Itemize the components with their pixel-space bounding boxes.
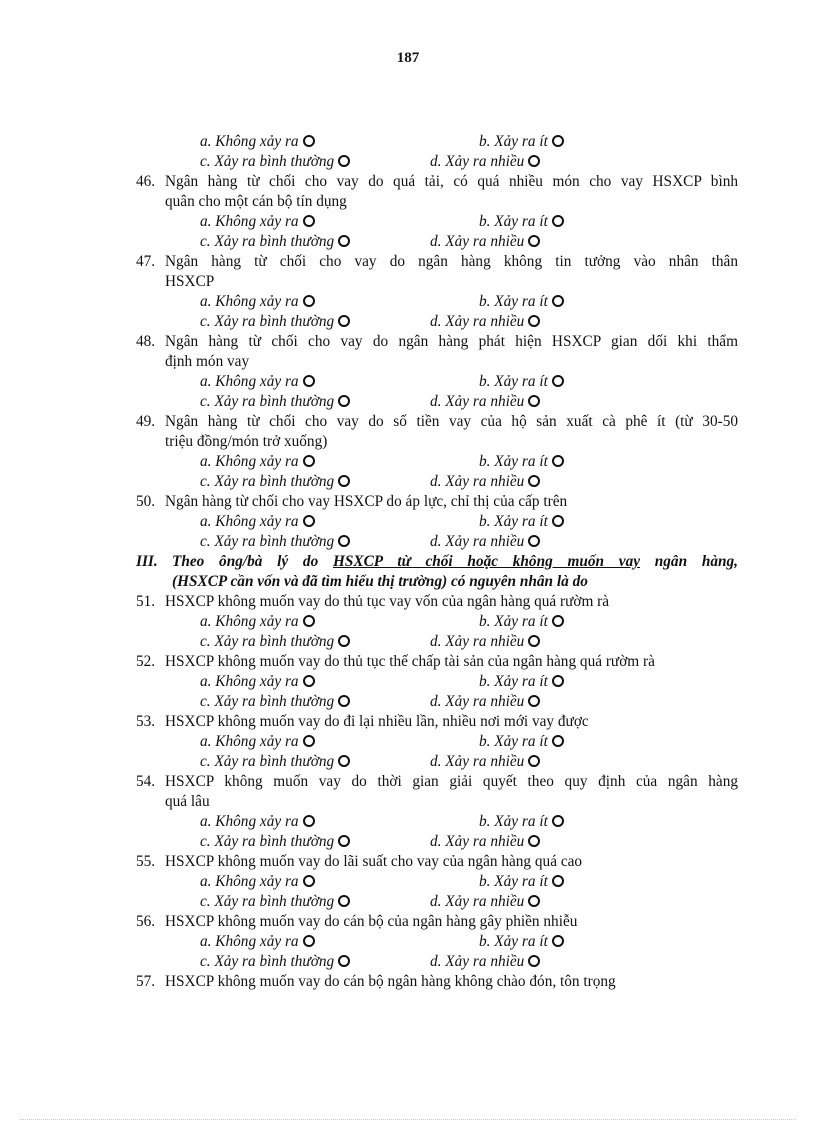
radio-circle-icon[interactable] (552, 135, 564, 147)
question-48 (136, 332, 738, 352)
option-row-cd (136, 232, 738, 252)
option-row-ab (136, 612, 738, 632)
option-d[interactable]: d. Xảy ra nhiều (430, 632, 540, 652)
option-c[interactable]: c. Xảy ra bình thường (200, 532, 350, 552)
option-c[interactable]: c. Xảy ra bình thường (200, 152, 350, 172)
question-52 (136, 652, 738, 672)
page-number: 187 (396, 50, 420, 66)
option-b[interactable]: b. Xảy ra ít (479, 672, 564, 692)
option-a[interactable]: a. Không xảy ra (200, 732, 315, 752)
radio-circle-icon[interactable] (528, 835, 540, 847)
radio-circle-icon[interactable] (338, 835, 350, 847)
question-55 (136, 852, 738, 872)
question-51 (136, 592, 738, 612)
radio-circle-icon[interactable] (528, 535, 540, 547)
option-b[interactable]: b. Xảy ra ít (479, 452, 564, 472)
option-b[interactable]: b. Xảy ra ít (479, 512, 564, 532)
radio-circle-icon[interactable] (303, 375, 315, 387)
option-row-cd (136, 952, 738, 972)
question-text: HSXCP không muốn vay do lãi suất cho vay của ngân hàng quá cao (165, 853, 583, 870)
option-row-cd (136, 692, 738, 712)
radio-circle-icon[interactable] (338, 475, 350, 487)
question-number: 54. (136, 773, 156, 790)
option-a[interactable]: a. Không xảy ra (200, 812, 315, 832)
question-53 (136, 712, 738, 732)
section-heading-iii-cont (136, 572, 738, 592)
option-c[interactable]: c. Xảy ra bình thường (200, 692, 350, 712)
option-b[interactable]: b. Xảy ra ít (479, 212, 564, 232)
radio-circle-icon[interactable] (303, 815, 315, 827)
option-a[interactable]: a. Không xảy ra (200, 132, 315, 152)
question-46 (136, 172, 738, 192)
question-number: 51. (136, 593, 156, 610)
option-d[interactable]: d. Xảy ra nhiều (430, 152, 540, 172)
radio-circle-icon[interactable] (303, 675, 315, 687)
option-row-ab (136, 212, 738, 232)
question-number: 49. (136, 413, 156, 430)
radio-circle-icon[interactable] (528, 755, 540, 767)
radio-circle-icon[interactable] (303, 455, 315, 467)
radio-circle-icon[interactable] (552, 215, 564, 227)
option-b[interactable]: b. Xảy ra ít (479, 292, 564, 312)
question-54 (136, 772, 738, 792)
question-50 (136, 492, 738, 512)
radio-circle-icon[interactable] (303, 875, 315, 887)
option-a[interactable]: a. Không xảy ra (200, 372, 315, 392)
question-text: HSXCP không muốn vay do đi lại nhiều lần, nhiều nơi mới vay được (165, 713, 589, 730)
question-54-cont (136, 792, 738, 812)
question-47 (136, 252, 738, 272)
question-number: 48. (136, 333, 156, 350)
option-b[interactable]: b. Xảy ra ít (479, 732, 564, 752)
question-number: 55. (136, 853, 156, 870)
option-row-cd (136, 752, 738, 772)
option-b[interactable]: b. Xảy ra ít (479, 812, 564, 832)
radio-circle-icon[interactable] (338, 235, 350, 247)
question-57 (136, 972, 738, 992)
radio-circle-icon[interactable] (552, 375, 564, 387)
question-text: Ngân hàng từ chối cho vay do số tiền vay của hộ sản xuất cà phê ít (từ 30-50 (165, 413, 738, 430)
radio-circle-icon[interactable] (552, 735, 564, 747)
radio-circle-icon[interactable] (528, 475, 540, 487)
radio-circle-icon[interactable] (338, 895, 350, 907)
option-c[interactable]: c. Xảy ra bình thường (200, 632, 350, 652)
option-row-ab (136, 872, 738, 892)
question-text: Ngân hàng từ chối cho vay do ngân hàng không tin tưởng vào nhân thân (165, 253, 738, 270)
option-a[interactable]: a. Không xảy ra (200, 212, 315, 232)
option-c[interactable]: c. Xảy ra bình thường (200, 232, 350, 252)
question-text: Ngân hàng từ chối cho vay do quá tải, có quá nhiều món cho vay HSXCP bình (165, 173, 738, 190)
question-text: HSXCP không muốn vay do cán bộ của ngân hàng gây phiền nhiễu (165, 913, 578, 930)
question-number: 57. (136, 973, 156, 990)
radio-circle-icon[interactable] (338, 955, 350, 967)
radio-circle-icon[interactable] (528, 955, 540, 967)
option-d[interactable]: d. Xảy ra nhiều (430, 892, 540, 912)
option-row-ab (136, 132, 738, 152)
radio-circle-icon[interactable] (303, 135, 315, 147)
option-c[interactable]: c. Xảy ra bình thường (200, 312, 350, 332)
option-a[interactable]: a. Không xảy ra (200, 672, 315, 692)
question-text: HSXCP không muốn vay do thời gian giải quyết theo quy định của ngân hàng (165, 773, 738, 790)
option-row-ab (136, 372, 738, 392)
radio-circle-icon[interactable] (303, 515, 315, 527)
radio-circle-icon[interactable] (338, 635, 350, 647)
option-d[interactable]: d. Xảy ra nhiều (430, 692, 540, 712)
option-row-cd (136, 312, 738, 332)
radio-circle-icon[interactable] (528, 635, 540, 647)
option-a[interactable]: a. Không xảy ra (200, 932, 315, 952)
option-c[interactable]: c. Xảy ra bình thường (200, 472, 350, 492)
question-text-cont: định món vay (165, 353, 250, 370)
radio-circle-icon[interactable] (528, 395, 540, 407)
question-text: Ngân hàng từ chối cho vay do ngân hàng phát hiện HSXCP gian dối khi thẩm (165, 333, 738, 350)
question-text-cont: quân cho một cán bộ tín dụng (165, 193, 347, 210)
question-56 (136, 912, 738, 932)
option-c[interactable]: c. Xảy ra bình thường (200, 752, 350, 772)
question-48-cont (136, 352, 738, 372)
question-text: HSXCP không muốn vay do thủ tục thế chấp tài sản của ngân hàng quá rườm rà (165, 653, 655, 670)
option-row-ab (136, 932, 738, 952)
section-title-cont: (HSXCP cần vốn và đã tìm hiểu thị trường) có nguyên nhân là do (172, 573, 588, 590)
option-b[interactable]: b. Xảy ra ít (479, 132, 564, 152)
option-d[interactable]: d. Xảy ra nhiều (430, 532, 540, 552)
question-text: HSXCP không muốn vay do cán bộ ngân hàng không chào đón, tôn trọng (165, 973, 616, 990)
option-d[interactable]: d. Xảy ra nhiều (430, 392, 540, 412)
option-a[interactable]: a. Không xảy ra (200, 872, 315, 892)
question-46-cont (136, 192, 738, 212)
radio-circle-icon[interactable] (552, 515, 564, 527)
option-d[interactable]: d. Xảy ra nhiều (430, 752, 540, 772)
option-c[interactable]: c. Xảy ra bình thường (200, 892, 350, 912)
option-row-ab (136, 732, 738, 752)
question-number: 47. (136, 253, 156, 270)
section-number: III. (136, 553, 158, 570)
option-b[interactable]: b. Xảy ra ít (479, 372, 564, 392)
radio-circle-icon[interactable] (528, 315, 540, 327)
radio-circle-icon[interactable] (552, 875, 564, 887)
option-row-ab (136, 292, 738, 312)
option-a[interactable]: a. Không xảy ra (200, 512, 315, 532)
section-heading-iii (136, 552, 738, 572)
radio-circle-icon[interactable] (303, 295, 315, 307)
section-title-underlined: HSXCP từ chối hoặc không muốn vay (332, 553, 641, 570)
radio-circle-icon[interactable] (303, 215, 315, 227)
radio-circle-icon[interactable] (552, 675, 564, 687)
radio-circle-icon[interactable] (338, 535, 350, 547)
radio-circle-icon[interactable] (552, 615, 564, 627)
radio-circle-icon[interactable] (303, 735, 315, 747)
option-row-cd (136, 832, 738, 852)
question-number: 52. (136, 653, 156, 670)
option-b[interactable]: b. Xảy ra ít (479, 872, 564, 892)
question-number: 46. (136, 173, 156, 190)
page-bottom-rule (20, 1119, 796, 1120)
option-row-cd (136, 632, 738, 652)
option-a[interactable]: a. Không xảy ra (200, 452, 315, 472)
option-row-ab (136, 452, 738, 472)
radio-circle-icon[interactable] (552, 455, 564, 467)
option-d[interactable]: d. Xảy ra nhiều (430, 952, 540, 972)
radio-circle-icon[interactable] (552, 935, 564, 947)
radio-circle-icon[interactable] (528, 895, 540, 907)
option-row-ab (136, 672, 738, 692)
option-row-cd (136, 392, 738, 412)
option-d[interactable]: d. Xảy ra nhiều (430, 312, 540, 332)
question-number: 50. (136, 493, 156, 510)
radio-circle-icon[interactable] (338, 155, 350, 167)
radio-circle-icon[interactable] (528, 695, 540, 707)
question-number: 56. (136, 913, 156, 930)
radio-circle-icon[interactable] (303, 935, 315, 947)
option-a[interactable]: a. Không xảy ra (200, 292, 315, 312)
option-row-cd (136, 892, 738, 912)
option-row-ab (136, 812, 738, 832)
option-d[interactable]: d. Xảy ra nhiều (430, 832, 540, 852)
question-49-cont (136, 432, 738, 452)
radio-circle-icon[interactable] (528, 235, 540, 247)
radio-circle-icon[interactable] (338, 695, 350, 707)
radio-circle-icon[interactable] (338, 755, 350, 767)
questionnaire-content (136, 132, 738, 992)
option-d[interactable]: d. Xảy ra nhiều (430, 472, 540, 492)
option-b[interactable]: b. Xảy ra ít (479, 932, 564, 952)
section-title: Theo ông/bà lý do HSXCP từ chối hoặc không muốn vay ngân hàng, (172, 553, 738, 570)
question-text-cont: triệu đồng/món trở xuống) (165, 433, 328, 450)
radio-circle-icon[interactable] (338, 395, 350, 407)
option-row-cd (136, 532, 738, 552)
option-c[interactable]: c. Xảy ra bình thường (200, 952, 350, 972)
question-text-cont: quá lâu (165, 793, 210, 810)
radio-circle-icon[interactable] (528, 155, 540, 167)
radio-circle-icon[interactable] (303, 615, 315, 627)
radio-circle-icon[interactable] (552, 295, 564, 307)
radio-circle-icon[interactable] (552, 815, 564, 827)
question-text: HSXCP không muốn vay do thủ tục vay vốn của ngân hàng quá rườm rà (165, 593, 610, 610)
option-a[interactable]: a. Không xảy ra (200, 612, 315, 632)
option-c[interactable]: c. Xảy ra bình thường (200, 832, 350, 852)
question-number: 53. (136, 713, 156, 730)
option-b[interactable]: b. Xảy ra ít (479, 612, 564, 632)
option-d[interactable]: d. Xảy ra nhiều (430, 232, 540, 252)
radio-circle-icon[interactable] (338, 315, 350, 327)
option-row-cd (136, 472, 738, 492)
question-text-cont: HSXCP (165, 273, 215, 290)
option-c[interactable]: c. Xảy ra bình thường (200, 392, 350, 412)
question-49 (136, 412, 738, 432)
question-text: Ngân hàng từ chối cho vay HSXCP do áp lực, chỉ thị của cấp trên (165, 493, 568, 510)
question-47-cont (136, 272, 738, 292)
option-row-ab (136, 512, 738, 532)
option-row-cd (136, 152, 738, 172)
